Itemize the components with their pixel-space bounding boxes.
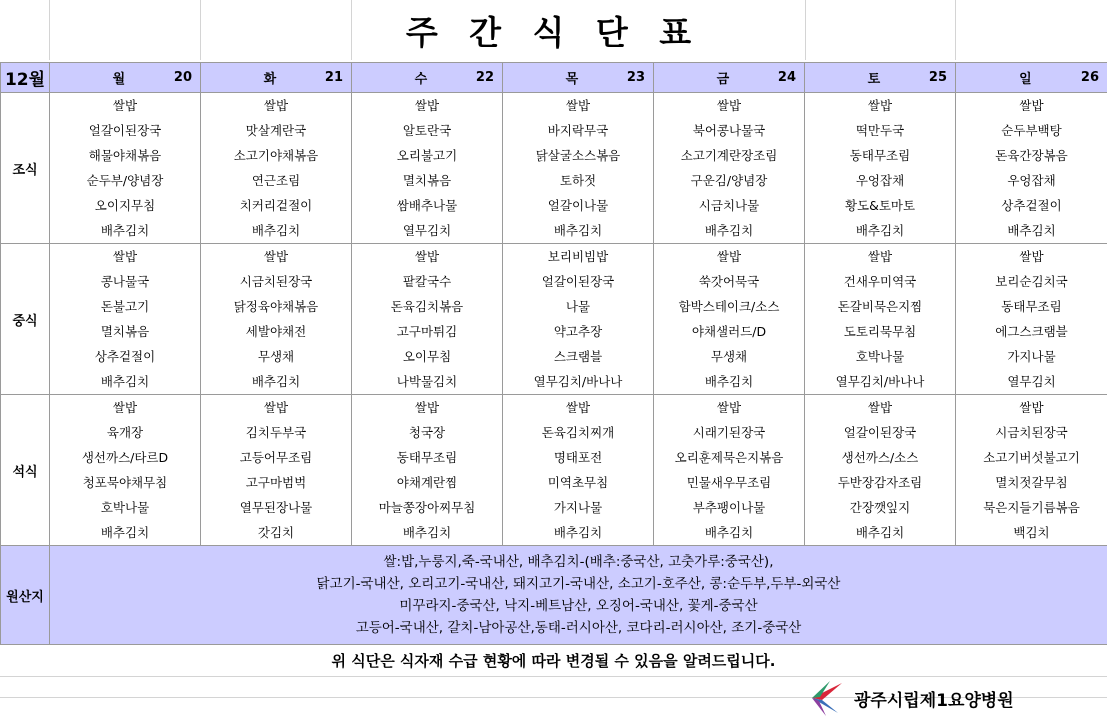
menu-item: 배추김치: [704, 223, 754, 238]
menu-item: 열무김치/바나나: [533, 374, 623, 389]
menu-item: 순두부/양념장: [86, 173, 164, 188]
meal-cell: [201, 395, 352, 546]
menu-item: 에그스크램블: [995, 324, 1068, 339]
menu-item: 열무김치/바나나: [835, 374, 925, 389]
menu-item: 배추김치: [251, 374, 301, 389]
menu-item: 쌀밥: [716, 98, 742, 113]
menu-item: 시래기된장국: [692, 425, 766, 440]
menu-item: 동태무조림: [849, 148, 911, 163]
meal-cell: [956, 244, 1107, 395]
notice-text: 위 식단은 식자재 수급 현황에 따라 변경될 수 있음을 알려드립니다.: [331, 652, 776, 670]
menu-item: 쌀밥: [414, 249, 440, 264]
menu-item: 배추김치: [704, 374, 754, 389]
menu-item: 스크램블: [553, 349, 603, 364]
menu-item: 보리순김치국: [995, 274, 1068, 289]
menu-item: 토하젓: [559, 173, 597, 188]
menu-item: 쌀밥: [263, 249, 289, 264]
meal-cell: [352, 93, 503, 244]
menu-item: 오리불고기: [396, 148, 458, 163]
grid-line: [0, 676, 1107, 677]
menu-item: 고구마범벅: [245, 475, 307, 490]
menu-item: 얼갈이된장국: [843, 425, 917, 440]
menu-item: 간장깻잎지: [849, 500, 911, 515]
menu-item: 생선까스/소스: [841, 450, 919, 465]
menu-item: 보리비빔밥: [547, 249, 609, 264]
menu-item: 돈불고기: [100, 299, 150, 314]
menu-item: 돈갈비묵은지찜: [837, 299, 923, 314]
menu-item: 쌀밥: [112, 400, 138, 415]
day-header: [201, 63, 352, 93]
menu-item: 야채샐러드/D: [691, 324, 767, 339]
menu-item: 소고기야채볶음: [233, 148, 319, 163]
meal-cell: [654, 93, 805, 244]
menu-item: 세발야채전: [245, 324, 307, 339]
menu-item: 소고기버섯불고기: [983, 450, 1080, 465]
menu-item: 닭살굴소스볶음: [535, 148, 621, 163]
menu-item: 치커리겉절이: [239, 198, 313, 213]
menu-item: 두반장감자조림: [837, 475, 923, 490]
meal-cell: [201, 93, 352, 244]
menu-item: 갓김치: [257, 525, 295, 540]
menu-item: 쌀밥: [565, 400, 591, 415]
menu-item: 쌀밥: [414, 98, 440, 113]
menu-item: 묵은지들기름볶음: [983, 500, 1080, 515]
menu-item: 배추김치: [402, 525, 452, 540]
menu-item: 배추김치: [100, 525, 150, 540]
menu-item: 순두부백탕: [1001, 123, 1062, 138]
menu-item: 청국장: [408, 425, 446, 440]
menu-item: 상추겉절이: [94, 349, 156, 364]
meal-cell: [50, 395, 201, 546]
menu-item: 해물야채볶음: [88, 148, 162, 163]
menu-item: 배추김치: [704, 525, 754, 540]
day-name: 수: [414, 72, 428, 87]
menu-item: 고등어무조림: [239, 450, 313, 465]
meal-cell: [654, 395, 805, 546]
menu-item: 열무된장나물: [239, 500, 313, 515]
day-date: 21: [324, 70, 343, 85]
menu-item: 호박나물: [855, 349, 905, 364]
menu-item: 얼갈이나물: [547, 198, 609, 213]
menu-item: 함박스테이크/소스: [678, 299, 780, 314]
day-header: [352, 63, 503, 93]
menu-item: 약고추장: [553, 324, 603, 339]
origin-line: 쌀:밥,누룽지,죽-국내산, 배추김치-(배추:중국산, 고춧가루:중국산),: [383, 554, 774, 570]
menu-item: 고구마튀김: [396, 324, 458, 339]
origin-row: [1, 546, 1107, 645]
meal-cell: [352, 244, 503, 395]
menu-item: 생선까스/타르D: [81, 450, 169, 465]
menu-item: 멸치볶음: [100, 324, 150, 339]
meal-cell: [50, 93, 201, 244]
menu-item: 쌀밥: [1019, 98, 1044, 113]
meal-label: 중식: [1, 244, 50, 395]
day-name: 금: [716, 72, 730, 87]
hospital-name: 광주시립제1요양병원: [854, 690, 1014, 711]
menu-item: 우엉잡채: [1007, 173, 1056, 188]
page-title: 주 간 식 단 표: [405, 12, 702, 52]
origin-info: [50, 546, 1107, 645]
origin-line: 닭고기-국내산, 오리고기-국내산, 돼지고기-국내산, 소고기-호주산, 콩:순두부,두부-외국산: [316, 576, 841, 592]
menu-item: 연근조림: [251, 173, 301, 188]
menu-item: 배추김치: [855, 223, 905, 238]
day-date: 20: [173, 70, 192, 85]
menu-item: 오이무침: [402, 349, 452, 364]
day-header: [50, 63, 201, 93]
meal-row: [1, 244, 1107, 395]
menu-item: 황도&토마토: [844, 198, 916, 213]
day-header: [654, 63, 805, 93]
menu-item: 쌀밥: [112, 98, 138, 113]
menu-item: 쌀밥: [263, 98, 289, 113]
menu-item: 돈육김치볶음: [390, 299, 464, 314]
menu-item: 배추김치: [100, 374, 150, 389]
hospital-emblem-icon: [808, 679, 844, 717]
meal-label: 조식: [1, 93, 50, 244]
menu-item: 쌀밥: [716, 400, 742, 415]
menu-item: 우엉잡채: [855, 173, 905, 188]
menu-item: 오이지무침: [94, 198, 156, 213]
month-label: 12월: [1, 63, 50, 93]
menu-item: 백김치: [1013, 525, 1050, 540]
menu-item: 쌀밥: [263, 400, 289, 415]
menu-item: 멸치볶음: [402, 173, 452, 188]
meal-label: 석식: [1, 395, 50, 546]
day-name: 화: [263, 72, 277, 87]
menu-item: 바지락무국: [547, 123, 609, 138]
menu-item: 건새우미역국: [843, 274, 917, 289]
meal-cell: [654, 244, 805, 395]
menu-item: 배추김치: [1007, 223, 1056, 238]
menu-item: 마늘쫑장아찌무침: [378, 500, 476, 515]
menu-item: 팥칼국수: [402, 274, 452, 289]
menu-item: 열무김치: [1007, 374, 1056, 389]
day-date: 26: [1080, 70, 1099, 85]
meal-row: [1, 93, 1107, 244]
menu-item: 무생채: [710, 349, 748, 364]
day-name: 일: [1019, 72, 1032, 87]
meal-row: [1, 395, 1107, 546]
menu-item: 오리훈제묵은지볶음: [674, 450, 784, 465]
menu-item: 야채계란찜: [396, 475, 458, 490]
day-header: [805, 63, 956, 93]
menu-item: 쌀밥: [867, 400, 893, 415]
menu-item: 콩나물국: [100, 274, 150, 289]
meal-cell: [805, 395, 956, 546]
menu-item: 돈육김치찌개: [541, 425, 615, 440]
menu-item: 멸치젓갈무침: [995, 475, 1068, 490]
day-name: 월: [112, 72, 126, 87]
day-name: 토: [867, 72, 881, 87]
menu-item: 가지나물: [1007, 349, 1056, 364]
day-date: 25: [928, 70, 947, 85]
menu-item: 명태포전: [553, 450, 603, 465]
menu-item: 민물새우무조림: [686, 475, 772, 490]
menu-item: 얼갈이된장국: [88, 123, 162, 138]
day-date: 22: [475, 70, 494, 85]
menu-item: 시금치나물: [698, 198, 760, 213]
menu-item: 구운김/양념장: [690, 173, 768, 188]
menu-item: 쌀밥: [1019, 249, 1044, 264]
menu-item: 쌀밥: [867, 98, 893, 113]
menu-item: 열무김치: [402, 223, 452, 238]
menu-item: 육개장: [106, 425, 144, 440]
meal-cell: [503, 395, 654, 546]
menu-item: 쑥갓어묵국: [698, 274, 760, 289]
meal-cell: [503, 93, 654, 244]
menu-item: 동태무조림: [396, 450, 458, 465]
menu-item: 배추김치: [251, 223, 301, 238]
menu-item: 무생채: [257, 349, 295, 364]
menu-item: 떡만두국: [855, 123, 905, 138]
meal-cell: [956, 395, 1107, 546]
menu-item: 나물: [565, 299, 591, 314]
menu-item: 쌀밥: [112, 249, 138, 264]
meal-cell: [805, 244, 956, 395]
menu-item: 쌀밥: [414, 400, 440, 415]
meal-cell: [352, 395, 503, 546]
day-header: [956, 63, 1107, 93]
menu-item: 상추겉절이: [1001, 198, 1062, 213]
menu-item: 쌀밥: [716, 249, 742, 264]
menu-item: 가지나물: [553, 500, 603, 515]
menu-item: 맛살계란국: [245, 123, 307, 138]
menu-item: 동태무조림: [1001, 299, 1062, 314]
day-header: [503, 63, 654, 93]
menu-item: 도토리묵무침: [843, 324, 917, 339]
menu-item: 호박나물: [100, 500, 150, 515]
weekly-menu-table: [0, 62, 1107, 645]
menu-item: 북어콩나물국: [692, 123, 766, 138]
menu-item: 나박물김치: [396, 374, 458, 389]
menu-item: 미역초무침: [547, 475, 609, 490]
origin-label: 원산지: [1, 546, 50, 645]
menu-item: 부추팽이나물: [692, 500, 766, 515]
menu-item: 쌈배추나물: [396, 198, 458, 213]
menu-item: 배추김치: [553, 223, 603, 238]
day-name: 목: [565, 72, 579, 87]
meal-cell: [956, 93, 1107, 244]
menu-item: 쌀밥: [1019, 400, 1044, 415]
menu-item: 청포묵야채무침: [82, 475, 168, 490]
meal-cell: [201, 244, 352, 395]
menu-item: 배추김치: [855, 525, 905, 540]
menu-item: 돈육간장볶음: [995, 148, 1068, 163]
hospital-logo: [808, 679, 1014, 717]
origin-line: 미꾸라지-중국산, 낙지-베트남산, 오징어-국내산, 꽃게-중국산: [399, 598, 758, 614]
meal-cell: [50, 244, 201, 395]
menu-item: 쌀밥: [867, 249, 893, 264]
menu-item: 배추김치: [100, 223, 150, 238]
menu-item: 시금치된장국: [239, 274, 313, 289]
day-date: 24: [777, 70, 796, 85]
menu-item: 시금치된장국: [995, 425, 1068, 440]
meal-cell: [805, 93, 956, 244]
day-header-row: [1, 63, 1107, 93]
menu-item: 알토란국: [402, 123, 452, 138]
menu-item: 배추김치: [553, 525, 603, 540]
menu-item: 얼갈이된장국: [541, 274, 615, 289]
menu-item: 김치두부국: [245, 425, 307, 440]
day-date: 23: [626, 70, 645, 85]
menu-item: 쌀밥: [565, 98, 591, 113]
origin-line: 고등어-국내산, 갈치-남아공산,동태-러시아산, 코다리-러시아산, 조기-중국산: [355, 620, 802, 636]
menu-item: 소고기계란장조림: [680, 148, 778, 163]
meal-cell: [503, 244, 654, 395]
menu-item: 닭정육야채볶음: [233, 299, 319, 314]
